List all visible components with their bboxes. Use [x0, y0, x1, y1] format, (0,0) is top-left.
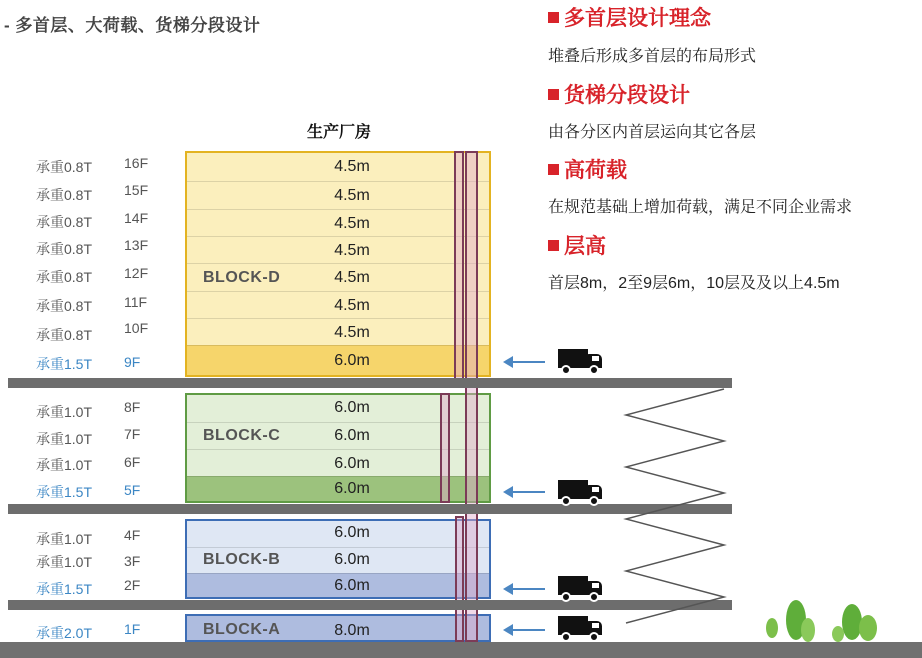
- floor-height-label: 6.0m: [334, 524, 370, 541]
- page-title: - 多首层、大荷载、货梯分段设计: [4, 16, 261, 35]
- load-label: 承重0.8T: [36, 269, 93, 285]
- truck-icon: [558, 347, 604, 375]
- floor-label: 4F: [124, 527, 141, 543]
- floor-row: [187, 209, 489, 236]
- note-heading-text: 货梯分段设计: [564, 84, 690, 107]
- block-a: [185, 614, 491, 642]
- floor-label: 8F: [124, 399, 141, 415]
- floor-label-first-floor: 1F: [124, 621, 141, 637]
- floor-height-label: 6.0m: [334, 455, 370, 472]
- floor-height-label: 4.5m: [334, 324, 370, 341]
- block-label: BLOCK-A: [203, 621, 281, 638]
- ground-slab: [0, 642, 922, 658]
- arrow-left-icon: [505, 588, 545, 590]
- floor-row-first: [187, 573, 489, 597]
- floor-label-first-floor: 5F: [124, 482, 141, 498]
- note-text-multi-ground: 堆叠后形成多首层的布局形式: [548, 48, 757, 65]
- ramp-icon: [620, 385, 730, 625]
- load-label: 承重1.0T: [36, 531, 93, 547]
- floor-label: 11F: [124, 294, 148, 310]
- load-label: 承重0.8T: [36, 159, 93, 175]
- floor-height-label: 6.0m: [334, 399, 370, 416]
- floor-row: [187, 181, 489, 209]
- floor-label: 13F: [124, 237, 149, 253]
- block-label: BLOCK-D: [203, 269, 281, 286]
- floor-label: 10F: [124, 320, 149, 336]
- block-b: [185, 519, 491, 599]
- load-label-first-floor: 承重2.0T: [36, 625, 93, 641]
- floor-label: 14F: [124, 210, 149, 226]
- floor-height-label: 4.5m: [334, 187, 370, 204]
- floor-height-label: 6.0m: [334, 577, 370, 594]
- floor-row: [187, 521, 489, 547]
- load-label: 承重0.8T: [36, 214, 93, 230]
- block-label: BLOCK-C: [203, 427, 281, 444]
- elevator-shaft-block-d: [454, 151, 464, 380]
- load-label: 承重0.8T: [36, 327, 93, 343]
- truck-icon: [558, 614, 604, 642]
- load-label-first-floor: 承重1.5T: [36, 356, 93, 372]
- load-label: 承重0.8T: [36, 187, 93, 203]
- floor-row: [187, 153, 489, 181]
- floor-row: [187, 236, 489, 263]
- arrow-left-icon: [505, 361, 545, 363]
- arrow-left-icon: [505, 629, 545, 631]
- floor-height-label: 4.5m: [334, 215, 370, 232]
- floor-label: 12F: [124, 265, 149, 281]
- floor-height-label: 4.5m: [334, 242, 370, 259]
- floor-row-first: [187, 345, 489, 375]
- floor-height-label: 6.0m: [334, 551, 370, 568]
- floor-label-first-floor: 9F: [124, 354, 141, 370]
- square-bullet-icon: [548, 240, 559, 251]
- note-heading-text: 高荷载: [564, 159, 627, 182]
- note-heading-text: 多首层设计理念: [564, 7, 711, 30]
- load-label: 承重1.0T: [36, 431, 93, 447]
- floor-label: 7F: [124, 426, 141, 442]
- note-heading-load: [548, 154, 627, 184]
- note-heading-multi-ground: [548, 2, 711, 32]
- elevator-shaft-main: [465, 151, 478, 642]
- elevator-shaft-block-b: [455, 516, 464, 642]
- block-label: BLOCK-B: [203, 551, 281, 568]
- floor-row: [187, 318, 489, 345]
- elevator-shaft-block-c: [440, 393, 450, 503]
- note-text-floor-height: 首层8m，2至9层6m，10层及及以上4.5m: [548, 275, 840, 292]
- square-bullet-icon: [548, 89, 559, 100]
- load-label-first-floor: 承重1.5T: [36, 581, 93, 597]
- note-text-elevator: 由各分区内首层运向其它各层: [548, 124, 757, 141]
- load-label: 承重1.0T: [36, 457, 93, 473]
- floor-label: 3F: [124, 553, 141, 569]
- load-label: 承重1.0T: [36, 404, 93, 420]
- floor-row: [187, 291, 489, 318]
- floor-label: 2F: [124, 577, 141, 593]
- floor-height-label: 6.0m: [334, 480, 370, 497]
- tree-icon: [760, 598, 890, 644]
- square-bullet-icon: [548, 164, 559, 175]
- load-label: 承重0.8T: [36, 241, 93, 257]
- load-label: 承重1.0T: [36, 554, 93, 570]
- note-heading-elevator: [548, 79, 690, 109]
- floor-height-label: 8.0m: [334, 622, 370, 639]
- floor-label: 16F: [124, 155, 149, 171]
- note-heading-text: 层高: [564, 235, 606, 258]
- floor-height-label: 6.0m: [334, 352, 370, 369]
- note-text-load: 在规范基础上增加荷载，满足不同企业需求: [548, 199, 853, 216]
- truck-icon: [558, 574, 604, 602]
- floor-height-label: 4.5m: [334, 158, 370, 175]
- floor-height-label: 6.0m: [334, 427, 370, 444]
- block-d: [185, 151, 491, 377]
- note-heading-floor-height: [548, 230, 606, 260]
- building-title: 生产厂房: [307, 124, 372, 141]
- floor-height-label: 4.5m: [334, 297, 370, 314]
- square-bullet-icon: [548, 12, 559, 23]
- truck-icon: [558, 478, 604, 506]
- load-label-first-floor: 承重1.5T: [36, 484, 93, 500]
- arrow-left-icon: [505, 491, 545, 493]
- floor-label: 15F: [124, 182, 149, 198]
- load-label: 承重0.8T: [36, 298, 93, 314]
- floor-label: 6F: [124, 454, 141, 470]
- floor-height-label: 4.5m: [334, 269, 370, 286]
